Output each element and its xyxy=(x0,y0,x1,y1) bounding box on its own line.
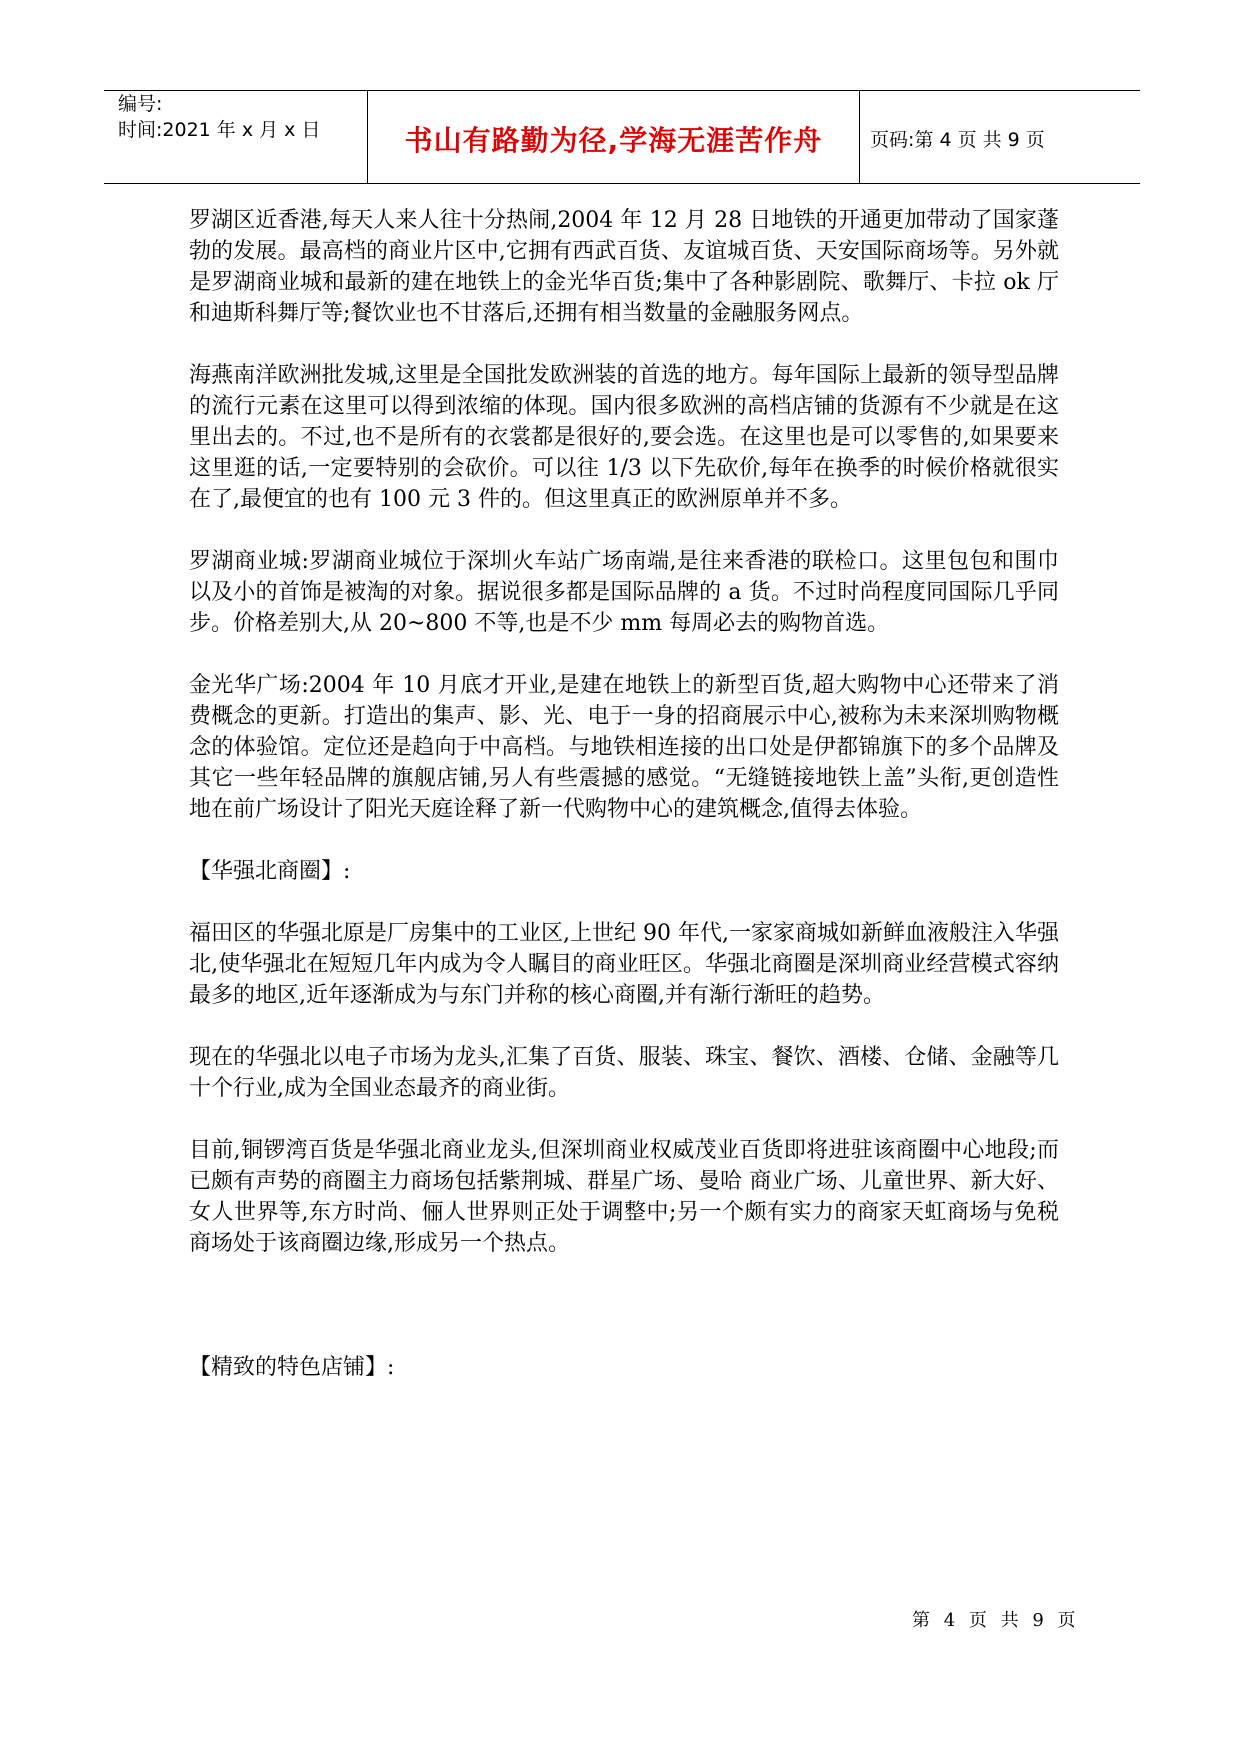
header-motto-cell xyxy=(368,91,860,183)
paragraph-luohu-district: 罗湖区近香港,每天人来人往十分热闹,2004 年 12 月 28 日地铁的开通更加带动了国家蓬勃的发展。最高档的商业片区中,它拥有西武百货、友谊城百货、天安国际商场等。另外就是罗湖商业城和最新的建在地铁上的金光华百货;集中了各种影剧院、歌舞厅、卡拉 ok 厅和迪斯科舞厅等;餐饮业也不甘落后,还拥有相当数量的金融服务网点。 xyxy=(189,208,1059,326)
section-heading-huaqiangbei: 【华强北商圈】: xyxy=(189,859,351,884)
blank-space xyxy=(189,1290,1059,1352)
paragraph-luohu-commercial-city: 罗湖商业城:罗湖商业城位于深圳火车站广场南端,是往来香港的联检口。这里包包和围巾以及小的首饰是被淘的对象。据说很多都是国际品牌的 a 货。不过时尚程度同国际几乎同步。价格差别大,从 20~800 不等,也是不少 mm 每周必去的购物首选。 xyxy=(189,549,1059,636)
section-heading-boutique-shops: 【精致的特色店铺】: xyxy=(189,1355,395,1380)
paragraph-huaqiangbei-history: 福田区的华强北原是厂房集中的工业区,上世纪 90 年代,一家家商城如新鲜血液般注入华强北,使华强北在短短几年内成为令人瞩目的商业旺区。华强北商圈是深圳商业经营模式容纳最多的地区,近年逐渐成为与东门并称的核心商圈,并有渐行渐旺的趋势。 xyxy=(189,921,1059,1008)
header-motto: 书山有路勤为径,学海无涯苦作舟 xyxy=(404,124,823,157)
paragraph-huaqiangbei-now: 现在的华强北以电子市场为龙头,汇集了百货、服装、珠宝、餐饮、酒楼、仓储、金融等几十个行业,成为全国业态最齐的商业街。 xyxy=(189,1045,1059,1101)
paragraph-haiyan-wholesale: 海燕南洋欧洲批发城,这里是全国批发欧洲装的首选的地方。每年国际上最新的领导型品牌的流行元素在这里可以得到浓缩的体现。国内很多欧洲的高档店铺的货源有不少就是在这里出去的。不过,也不是所有的衣裳都是很好的,要会选。在这里也是可以零售的,如果要来这里逛的话,一定要特别的会砍价。可以往 1/3 以下先砍价,每年在换季的时候价格就很实在了,最便宜的也有 100 元 3 件的。但这里真正的欧洲原单并不多。 xyxy=(189,363,1059,512)
header-meta-cell xyxy=(104,91,368,183)
paragraph-jinguanghua-plaza: 金光华广场:2004 年 10 月底才开业,是建在地铁上的新型百货,超大购物中心还带来了消费概念的更新。打造出的集声、影、光、电于一身的招商展示中心,被称为未来深圳购物概念的体验馆。定位还是趋向于中高档。与地铁相连接的出口处是伊都锦旗下的多个品牌及其它一些年轻品牌的旗舰店铺,另人有些震撼的感觉。“无缝链接地铁上盖”头衔,更创造性地在前广场设计了阳光天庭诠释了新一代购物中心的建筑概念,值得去体验。 xyxy=(189,673,1059,822)
document-time-label: 时间:2021 年 x 月 x 日 xyxy=(118,119,321,141)
paragraph-huaqiangbei-stores: 目前,铜锣湾百货是华强北商业龙头,但深圳商业权威茂业百货即将进驻该商圈中心地段;而已颇有声势的商圈主力商场包括紫荆城、群星广场、曼哈 商业广场、儿童世界、新大好、女人世界等,东方时尚、俪人世界则正处于调整中;另一个颇有实力的商家天虹商场与免税商场处于该商圈边缘,形成另一个热点。 xyxy=(189,1138,1059,1256)
document-body xyxy=(189,205,1059,1414)
header-page-cell xyxy=(860,91,1140,183)
document-number-label: 编号: xyxy=(118,93,163,115)
header-page-number: 页码:第 4 页 共 9 页 xyxy=(870,129,1045,151)
page-footer: 第 4 页 共 9 页 xyxy=(912,1610,1080,1631)
page-header xyxy=(104,90,1140,184)
